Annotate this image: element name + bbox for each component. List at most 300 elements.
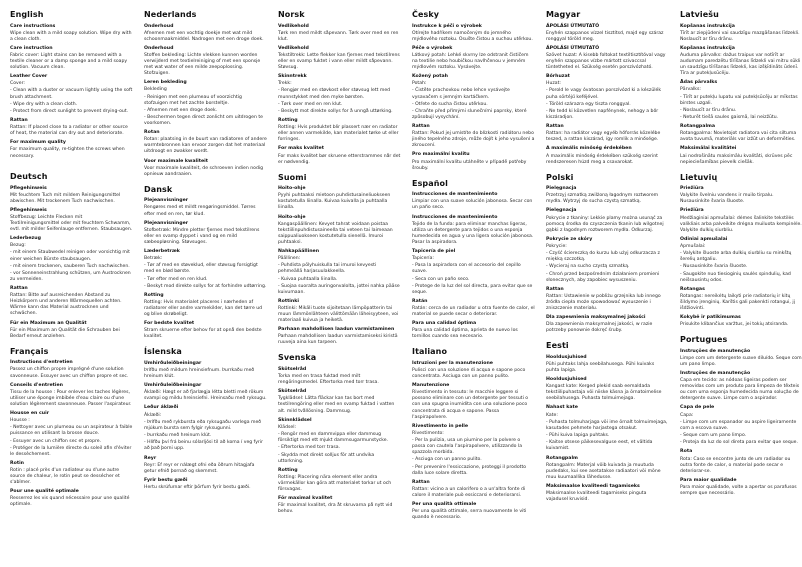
language-section-deutsch bbox=[10, 172, 133, 343]
section-heading: Skinntrekk bbox=[278, 74, 307, 80]
section-paragraph: - Proteja da luz do sol direta para evitar que seque. bbox=[680, 440, 798, 446]
section-heading: Kopšanas instrukcija bbox=[680, 45, 735, 51]
section-heading: Leður áklæði bbox=[144, 405, 179, 411]
section-paragraph: Medžiaginiai apmušalai: dėmes šalinkite tekstilės valikliais arba palveikite drėgna muiluota kempinėle. Valykite dulkių siurbliu. bbox=[680, 215, 802, 233]
section-paragraph: Huzat: bbox=[546, 81, 561, 87]
language-section-eesti bbox=[546, 341, 669, 506]
section-heading: Rota bbox=[680, 449, 693, 455]
section-heading: Priežiūra bbox=[680, 208, 704, 214]
section-paragraph: Afnemen met een vochtig doekje met wat mild schoonmaakmiddel. Nadrogen met een droge doek. bbox=[144, 30, 264, 42]
section-heading: Ratán bbox=[412, 298, 428, 304]
language-section-suomi bbox=[278, 173, 401, 350]
section-paragraph: Otírejte hadříkem namočeným do jemného mýdlového roztoku. Osušte čistou a suchou utěrkou. bbox=[412, 30, 533, 42]
section-heading: Pour une qualité optimale bbox=[10, 489, 79, 495]
section-paragraph: - Otřete do sucha čistou utěrkou. bbox=[412, 101, 488, 107]
section-paragraph: Bekleding bbox=[144, 87, 167, 93]
section-paragraph: Áklæði: bbox=[144, 412, 162, 418]
section-paragraph: Capa: bbox=[680, 412, 694, 418]
care-section bbox=[546, 456, 669, 481]
care-section bbox=[144, 383, 267, 402]
section-heading: Pflegehinweis bbox=[10, 207, 47, 213]
section-paragraph: - Þurrkaðu með hreinum klút. bbox=[144, 433, 212, 439]
care-section bbox=[680, 349, 802, 368]
care-section bbox=[144, 24, 267, 43]
section-paragraph: Reyr: Ef reyr er nálægt ofni eða öðrum hitagjafa getur efnið þornað og skemmst. bbox=[144, 462, 255, 474]
section-paragraph: Kate: bbox=[546, 412, 558, 418]
section-paragraph: Rotangas: nereikėtų laikyti prie radiatorių ir kitų šildymo įrenginių. Karštis gali pakenkti rotangui, jį išdžiovinti. bbox=[680, 293, 795, 312]
language-title: Norsk bbox=[278, 10, 305, 19]
section-heading: Pflegehinweis bbox=[10, 185, 47, 191]
section-heading: Reyr bbox=[144, 455, 157, 461]
section-heading: Care instruction bbox=[10, 45, 53, 51]
section-paragraph: Tekstiltrekk: Lette flekker kan fjernes med tekstilrens eller en svamp fuktet i vann eller mildt såpevann. Støvsug. bbox=[278, 52, 400, 71]
care-section bbox=[680, 186, 802, 205]
section-paragraph: Para maior qualidade, volte a apertar os parafusos sempre que necessário. bbox=[680, 484, 797, 496]
section-heading: Onderhoud bbox=[144, 23, 174, 29]
section-heading: Rotangas bbox=[680, 286, 705, 292]
section-paragraph: - Ne tedd ki közvetlen napfénynek, nehogy a bőr kiszáradjon. bbox=[546, 109, 659, 121]
care-section bbox=[412, 383, 535, 420]
care-section bbox=[546, 355, 669, 374]
section-paragraph: Stoffbezug: Leichte Flecken mit Textilreinigungsmittel oder mit feuchtem Schwamm, evtl. mit milder Seifenlauge entfernen. Staubsaugen. bbox=[10, 214, 133, 233]
care-section bbox=[10, 360, 133, 379]
care-section bbox=[546, 74, 669, 121]
section-heading: Hoito-ohje bbox=[278, 186, 306, 192]
care-section bbox=[278, 74, 401, 115]
language-title: Deutsch bbox=[10, 172, 48, 181]
care-section bbox=[680, 46, 802, 77]
section-paragraph: - mit einem Staubwedel reinigen oder vorsichtig mit einer weichen Bürste staubsaugen. bbox=[10, 250, 130, 262]
section-heading: A maximális minőség érdekében bbox=[546, 146, 632, 152]
section-heading: Dla zapewnienia maksymalnej jakości bbox=[546, 315, 646, 321]
section-paragraph: - Nusausinkite švaria šluoste. bbox=[680, 264, 748, 270]
care-section bbox=[412, 424, 535, 477]
column-4 bbox=[412, 10, 535, 559]
section-heading: Hooldusjuhised bbox=[546, 354, 587, 360]
care-section bbox=[412, 502, 535, 521]
section-heading: Rattan bbox=[10, 286, 28, 292]
care-section bbox=[144, 478, 267, 491]
section-paragraph: - Tørk over med en ren klut. bbox=[278, 101, 343, 107]
section-paragraph: Tørk ren med mildt såpevann. Tørk over med en ren klut. bbox=[278, 30, 399, 42]
care-section bbox=[144, 159, 267, 178]
care-section bbox=[10, 208, 133, 233]
section-heading: Rotangpalm bbox=[546, 455, 578, 461]
section-heading: Rottinki bbox=[278, 298, 299, 304]
section-paragraph: - Valykite šluoste arba dulkių siurbliu su minkštų šerelių antgaliu. bbox=[680, 251, 792, 263]
language-section-dansk bbox=[144, 185, 267, 344]
section-paragraph: Rengøres med et mildt rengøringsmiddel. Tørres efter med en ren, tør klud. bbox=[144, 205, 256, 217]
column-6 bbox=[680, 10, 802, 559]
section-heading: Capa de pele bbox=[680, 405, 715, 411]
section-paragraph: Cover: bbox=[10, 81, 25, 87]
care-section bbox=[546, 124, 669, 143]
care-section bbox=[680, 315, 802, 328]
care-section bbox=[144, 293, 267, 318]
care-section bbox=[10, 236, 133, 283]
section-paragraph: - Kuivaa puhtaalla liinalla. bbox=[278, 276, 338, 282]
section-heading: Læderbetræk bbox=[144, 248, 180, 254]
section-heading: Pokrycie ze skóry bbox=[546, 236, 593, 242]
section-paragraph: Rottinki: Mikäli tuote sijoitetaan lämpöpatterin tai muun lämmönlähteen välittömään läheisyyteen, voi materiaali kuivua ja heiketä. bbox=[278, 306, 399, 324]
section-paragraph: - Puhdista pölyhuiskulla tai imuroi kevyesti pehmeällä harjasuulakkeella. bbox=[278, 263, 377, 275]
section-heading: Skinnklädsel bbox=[278, 417, 312, 423]
section-paragraph: - Protege de la luz del sol directa, para evitar que se seque. bbox=[412, 283, 533, 295]
care-section bbox=[546, 146, 669, 165]
section-paragraph: - Beskyt mod direkte sollys for at forhindre udtørring. bbox=[144, 283, 267, 289]
care-section bbox=[10, 411, 133, 458]
section-paragraph: Pro maximální kvalitu utáhněte v případě potřeby šrouby. bbox=[412, 159, 527, 171]
section-heading: Para maior qualidade bbox=[680, 477, 737, 483]
care-section bbox=[546, 484, 669, 503]
section-heading: Lederbezug bbox=[10, 236, 41, 242]
section-heading: Instructions d'entretien bbox=[10, 360, 73, 366]
section-heading: Hooldusjuhised bbox=[546, 377, 587, 383]
care-section bbox=[680, 449, 802, 474]
section-heading: For bedste kvalitet bbox=[144, 321, 195, 327]
section-paragraph: - Kaitse otsese päikesevalguse eest, et vältida kuivamist. bbox=[546, 440, 653, 452]
section-heading: Pielęgnacja bbox=[546, 208, 577, 214]
section-paragraph: - Protect from direct sunlight to prevent drying-out. bbox=[10, 109, 129, 115]
care-section bbox=[412, 124, 535, 149]
section-paragraph: Kangaspäällinen: Kevyet tahrat voidaan poistaa tekstiilinpuhdistusaineella tai veteen tai laimeaan saippualiuokseen kostutetulla sienellä. Imuroi puhtaaksi. bbox=[278, 221, 393, 245]
section-paragraph: - Eftertorka med torr trasa. bbox=[278, 445, 341, 451]
language-title: Español bbox=[412, 178, 448, 188]
care-section bbox=[278, 418, 401, 465]
section-paragraph: För maximal kvalitet, dra åt skruvarna på nytt vid behov. bbox=[278, 503, 393, 515]
section-paragraph: Rattan: Ustawienie w pobliżu grzejnika lub innego źródła ciepła może spowodować wysuszenie i zniszczenie materiału. bbox=[546, 293, 661, 312]
section-heading: Pro maximální kvalitu bbox=[412, 152, 470, 158]
section-heading: Kožený potah bbox=[412, 74, 449, 80]
section-heading: Voor maximale kwaliteit bbox=[144, 158, 208, 164]
section-paragraph: Rattan: If placed close to a radiator or other source of heat, the material can dry out and deteriorate. bbox=[10, 125, 128, 137]
section-paragraph: Betræk: bbox=[144, 256, 163, 261]
care-section bbox=[412, 46, 535, 71]
section-paragraph: A maximális minőség érdekében szükség szerint rendszeresen húzd meg a csavarokat. bbox=[546, 153, 658, 165]
section-paragraph: - Tør efter med en ren klud. bbox=[144, 276, 208, 282]
care-section bbox=[278, 496, 401, 515]
section-heading: Leather Cover bbox=[10, 74, 48, 80]
care-section bbox=[144, 80, 267, 127]
language-section-svenska bbox=[278, 353, 401, 518]
section-paragraph: Pārvalks: bbox=[680, 87, 701, 93]
section-heading: Per una qualità ottimale bbox=[412, 502, 477, 507]
language-section-norsk bbox=[278, 10, 401, 169]
language-section-latvie-u bbox=[680, 10, 802, 169]
section-paragraph: Rotan: plaatsing in de buurt van radiatoren of andere warmtebronnen kan ervoor zorgen dat het materiaal uitdroogt en zwakker wordt. bbox=[144, 137, 267, 155]
section-paragraph: - mit einem trockenen, sauberen Tuch nachwischen. bbox=[10, 263, 130, 269]
section-paragraph: Tīrīt ar ziepjūdeni vai saudzīgu mazgāšanas līdzekli. Noslaucīt ar tīru drānu. bbox=[680, 30, 800, 42]
section-heading: Istruzioni per la manutenzione bbox=[412, 361, 493, 366]
section-paragraph: - Töröld szárazra egy tiszta ronggyal. bbox=[546, 101, 631, 107]
language-title: Polski bbox=[546, 172, 574, 182]
section-paragraph: Hertu skrúfurnar eftir þörfum fyrir bestu gæði. bbox=[144, 484, 251, 490]
care-section bbox=[412, 480, 535, 499]
care-section bbox=[10, 461, 133, 486]
care-section bbox=[546, 208, 669, 233]
section-paragraph: - Essuyer avec un chiffon sec et propre. bbox=[10, 438, 102, 444]
section-paragraph: For maximum quality, re-tighten the screws when necessary. bbox=[10, 147, 125, 159]
care-section bbox=[10, 321, 133, 340]
section-paragraph: - Beskytt mot direkte sollys for å unngå uttørking. bbox=[278, 109, 393, 115]
section-heading: Kopšanas instrukcija bbox=[680, 23, 735, 29]
care-section bbox=[412, 152, 535, 171]
section-heading: Para una calidad óptima bbox=[412, 321, 477, 327]
section-paragraph: Valykite švelniu vandens ir muilo tirpalu. Nusausinkite švaria šluoste. bbox=[680, 193, 774, 205]
language-section-polski bbox=[546, 173, 669, 338]
section-heading: Rotting bbox=[144, 292, 164, 298]
section-paragraph: Dla zapewnienia maksymalnej jakości, w razie potrzeby ponownie dokręć śruby. bbox=[546, 322, 653, 334]
language-section--slenska bbox=[144, 347, 267, 505]
care-section bbox=[278, 327, 401, 346]
language-section--esky bbox=[412, 10, 535, 175]
section-heading: Rattan bbox=[412, 479, 430, 485]
section-paragraph: Lai nodrošinātu maksimālu kvalitāti, skrūves pēc nepieciešamības pievelk ciešāk. bbox=[680, 153, 793, 165]
section-paragraph: Enyhén szappanos vízzel tisztítsd, majd egy száraz ronggyal töröld meg. bbox=[546, 30, 664, 42]
language-section-portugues bbox=[680, 335, 802, 500]
section-paragraph: - Nettoyer avec un plumeau ou un aspirateur à faible puissance en utilisant la brosse douce. bbox=[10, 425, 133, 437]
care-section bbox=[412, 361, 535, 380]
care-section bbox=[278, 186, 401, 211]
section-paragraph: Rattan: Pokud jej umístíte do blízkosti radiátoru nebo jiného tepelného zdroje, může dojít k jeho vysušení a zkroucení. bbox=[412, 131, 535, 149]
language-title: Latviešu bbox=[680, 10, 719, 19]
section-paragraph: Szövet huzat: A kisebb foltokat textiltisztítóval vagy enyhén szappanos vízbe mártott szivaccsal tüntetheted el. Szükség esetén porszívózható. bbox=[546, 52, 666, 71]
section-heading: Parhaan mahdollisen laadun varmistaminen bbox=[278, 327, 395, 333]
language-section-italiano bbox=[412, 347, 535, 524]
section-paragraph: Rotangpalm: Materjal võib kuivada ja muutuda pudedaks, kui see asetatakse radiaatori või mõne muu kuumaallika lähedusse. bbox=[546, 462, 661, 480]
care-section bbox=[278, 299, 401, 324]
language-title: Portugues bbox=[680, 335, 728, 345]
section-paragraph: Trekk: bbox=[278, 81, 292, 87]
section-heading: Maksimālai kvalitātei bbox=[680, 146, 737, 152]
section-paragraph: Rattan: vicino a un calorifero o a un'altra fonte di calore il materiale può essiccarsi e deteriorarsi. bbox=[412, 486, 526, 498]
section-heading: Für ein Maximum an Qualität bbox=[10, 320, 87, 326]
care-section bbox=[412, 74, 535, 121]
section-heading: For maximum quality bbox=[10, 140, 66, 146]
care-section bbox=[278, 215, 401, 246]
language-title: Suomi bbox=[278, 172, 307, 182]
section-paragraph: - Rengjør med en støvkost eller støvsug lett med munnstykket med den myke børsten. bbox=[278, 88, 391, 100]
care-section bbox=[680, 405, 802, 446]
care-section bbox=[412, 299, 535, 318]
section-paragraph: Per una qualità ottimale, serra nuovamente le viti quando è necessario. bbox=[412, 509, 527, 521]
section-paragraph: Limpiar con una suave solución jabonosa. Secar con un paño seco. bbox=[412, 199, 533, 211]
section-heading: Instruções de manutenção bbox=[680, 348, 751, 354]
care-section bbox=[144, 456, 267, 475]
section-heading: Umhirðuleiðbeiningar bbox=[144, 361, 202, 366]
language-title: Svenska bbox=[278, 353, 317, 363]
section-heading: Rotin bbox=[10, 460, 25, 466]
care-section bbox=[546, 24, 669, 43]
section-heading: Bőrhuzat bbox=[546, 74, 570, 80]
section-heading: For maks kvalitet bbox=[278, 146, 324, 152]
section-paragraph: Maksimaalse kvaliteedi tagamiseks pinguta vajadusel kruvisid. bbox=[546, 490, 647, 502]
section-paragraph: Für ein Maximum an Qualität die Schrauben bei Bedarf erneut anziehen. bbox=[10, 327, 120, 339]
section-paragraph: - Pasa la aspiradora con el accesorio del cepillo suave. bbox=[412, 263, 521, 275]
section-paragraph: Rotting: Hvis materialet placeres i nærheden af radiatorer eller andre varmekilder, kan det tørre ud og blive skrøbeligt. bbox=[144, 299, 263, 318]
section-paragraph: Pulisci con una soluzione di acqua e sapone poco concentrata. Asciuga con un panno pulito. bbox=[412, 368, 526, 380]
section-heading: Leren bekleding bbox=[144, 80, 187, 86]
section-heading: ÁPOLÁSI ÚTMUTATÓ bbox=[546, 23, 600, 29]
section-paragraph: - Beschermen tegen direct zonlicht om uitdrogen te voorkomen. bbox=[144, 115, 263, 127]
language-title: Eesti bbox=[546, 341, 569, 351]
section-heading: Instrucciones de mantenimiento bbox=[412, 214, 498, 220]
section-heading: Instruções de manutenção bbox=[680, 371, 751, 377]
care-section bbox=[546, 46, 669, 71]
section-paragraph: Rotting: Placering nära element eller andra värmekällor kan göra att materialet torkar ut och försvagas. bbox=[278, 474, 392, 492]
section-heading: Ādas pārvalks bbox=[680, 80, 718, 86]
care-section bbox=[278, 146, 401, 165]
language-title: Dansk bbox=[144, 184, 173, 194]
care-section bbox=[546, 377, 669, 402]
section-heading: Plejeanvisninger bbox=[144, 220, 189, 226]
section-paragraph: - Per prevenire l'essiccazione, proteggi il prodotto dalla luce solare diretta. bbox=[412, 464, 527, 476]
section-paragraph: - Čistěte prachovkou nebo lehce vysávejte vysavačem s jemným kartáčkem. bbox=[412, 88, 510, 100]
section-paragraph: Torka med en trasa fuktad med milt rengöringsmedel. Eftertorka med torr trasa. bbox=[278, 374, 379, 386]
language-section-lietuvi- bbox=[680, 173, 802, 332]
care-section bbox=[144, 198, 267, 217]
section-heading: Péče o výrobek bbox=[412, 45, 453, 51]
section-paragraph: - Neturēt tiešā saules gaismā, lai neizžūtu. bbox=[680, 115, 779, 121]
section-paragraph: Rivestimento: bbox=[412, 430, 444, 436]
care-section bbox=[10, 118, 133, 137]
section-heading: Nahast kate bbox=[546, 405, 578, 411]
section-heading: Skötselråd bbox=[278, 389, 307, 395]
care-section bbox=[144, 405, 267, 452]
section-heading: Care instructions bbox=[10, 23, 56, 29]
section-heading: Instrukce k péči o výrobek bbox=[412, 23, 482, 29]
section-paragraph: - Hlífðu því frá beinu sólarljósi til að koma í veg fyrir að það þorni upp. bbox=[144, 440, 263, 452]
care-section bbox=[680, 124, 802, 143]
care-section bbox=[144, 46, 267, 77]
care-section bbox=[412, 321, 535, 340]
section-paragraph: Rivestimento in tessuto: le macchie leggere si possono eliminare con un detergente per tessuti o con una spugna inumidita con una soluzione poco concentrata di acqua e sapone. Passa l'aspirapolvere. bbox=[412, 390, 529, 420]
section-paragraph: - Reinigen met een plumeau of voorzichtig stofzuigen met het zachte borsteltje. bbox=[144, 94, 242, 106]
care-section bbox=[10, 286, 133, 317]
section-paragraph: - Noslaucīt ar tīru drānu. bbox=[680, 107, 737, 113]
section-heading: Priežiūra bbox=[680, 186, 704, 192]
section-paragraph: - Þrífðu með rykbursta eða ryksugaðu varlega með mjúkum bursta sem fylgir ryksugunni. bbox=[144, 419, 262, 431]
section-paragraph: - Wipe dry with a clean cloth. bbox=[10, 101, 78, 107]
section-paragraph: Wipe clean with a mild soapy solution. Wipe dry with a clean cloth. bbox=[10, 30, 132, 42]
section-paragraph: Áklæði: Hægt er að fjarlægja létta bletti með rökum svampi og mildu hreinsiefni. Hreinsaðu með ryksugu. bbox=[144, 390, 267, 402]
section-heading: Rotan bbox=[144, 130, 160, 136]
section-heading: Hoito-ohje bbox=[278, 214, 306, 220]
section-paragraph: - Rengör med en dammvippa eller dammsug försiktigt med ett mjukt dammsugarmunstycke. bbox=[278, 431, 389, 444]
section-paragraph: Para una calidad óptima, aprieta de nuevo los tornillos cuando sea necesario. bbox=[412, 328, 518, 340]
section-heading: Tapicería de piel bbox=[412, 248, 456, 254]
care-section bbox=[412, 24, 535, 43]
section-paragraph: - Saugokite nuo tiesioginių saulės spindulių, kad neišsausintų odos. bbox=[680, 271, 791, 283]
care-section bbox=[278, 24, 401, 43]
care-section bbox=[680, 371, 802, 402]
care-section bbox=[680, 237, 802, 284]
care-section bbox=[546, 237, 669, 284]
section-paragraph: Parhaan mahdollisen laadun varmistamiseksi kiristä ruuveja aina kun tarpeen. bbox=[278, 334, 398, 346]
section-paragraph: Rattan: ha radiátor vagy egyéb hőforrás közelébe teszed, a rattan kiszárad, így romlik a minősége. bbox=[546, 131, 661, 143]
section-paragraph: - Clean with a duster or vacuum lightly using the soft brush attachment. bbox=[10, 88, 133, 100]
section-paragraph: Stofbetræk: Mindre pletter fjernes med tekstilrens eller en svamp dyppet i vand og en mild sæbeopløsning. Støvsuges. bbox=[144, 227, 260, 245]
care-section bbox=[10, 140, 133, 159]
section-heading: Fyrir bestu gæði bbox=[144, 477, 188, 483]
section-paragraph: Rotin : placé près d'un radiateur ou d'une autre source de chaleur, le rotin peut se dessécher et s'abîmer. bbox=[10, 468, 120, 486]
section-paragraph: - Per la pulizia, usa un piumino per la polvere o passa con cautela l'aspirapolvere, utilizzando la spazzola morbida. bbox=[412, 438, 523, 456]
section-heading: Vedlikehold bbox=[278, 23, 309, 29]
section-heading: Conseils d'entretien bbox=[10, 382, 64, 388]
care-section bbox=[10, 186, 133, 205]
section-heading: Rotting bbox=[278, 118, 298, 124]
section-paragraph: Tapicería: bbox=[412, 256, 434, 261]
section-heading: För maximal kvalitet bbox=[278, 495, 333, 501]
section-paragraph: Päällinen: bbox=[278, 256, 301, 261]
section-paragraph: Klädsel: bbox=[278, 424, 297, 430]
section-paragraph: Housse : bbox=[10, 418, 30, 423]
section-paragraph: For maks kvalitet bør skruene etterstrammes når det er nødvendig. bbox=[278, 153, 401, 165]
language-section-magyar bbox=[546, 10, 669, 169]
column-1 bbox=[10, 10, 133, 559]
section-paragraph: Prisukite klibančius varžtus, jei tokių atsiranda. bbox=[680, 322, 789, 328]
column-3 bbox=[278, 10, 401, 559]
section-paragraph: - Asciuga con un panno pulito. bbox=[412, 457, 482, 463]
section-heading: Skötselråd bbox=[278, 367, 307, 373]
section-paragraph: Capa em tecido: as nódoas ligeiras podem ser removidas com um produto para limpeza de têxteis ou com uma esponja humedecida numa solução de detergente suave. Limpe com o aspirador. bbox=[680, 378, 800, 402]
care-section bbox=[412, 215, 535, 246]
care-section bbox=[278, 389, 401, 414]
care-section bbox=[10, 383, 133, 408]
care-section bbox=[144, 249, 267, 290]
section-heading: Rivestimento in pelle bbox=[412, 423, 469, 429]
care-section bbox=[278, 46, 401, 71]
language-section-espa-ol bbox=[412, 179, 535, 344]
language-title: English bbox=[10, 10, 44, 19]
section-paragraph: Pokrycie: bbox=[546, 243, 567, 249]
section-heading: Onderhoud bbox=[144, 45, 174, 51]
section-paragraph: Przetrzyj szmatką zwilżoną łagodnym roztworem mydła. Wytrzyj do sucha czystą szmatką. bbox=[546, 193, 659, 205]
section-heading: Umhirðuleiðbeiningar bbox=[144, 383, 202, 389]
section-heading: Rotangpalma bbox=[680, 124, 716, 130]
section-heading: Kokybė ir patikimumas bbox=[680, 315, 741, 321]
care-section bbox=[278, 468, 401, 493]
language-title: Íslenska bbox=[144, 347, 182, 357]
care-section bbox=[144, 221, 267, 246]
section-paragraph: Þrífðu með mildum hreinsiefnum. Þurrkaðu með hreinum klút. bbox=[144, 368, 255, 380]
care-section bbox=[144, 361, 267, 380]
section-paragraph: Kangast kate: Kerged plekid saab eemaldada tekstiilipuhastaja või niiske käsna ja õrnatoimelise seebilahusega. Puhasta tolmuimejaga. bbox=[546, 384, 662, 402]
section-paragraph: - Porold le vagy óvatosan porszívózd ki a készülék puha sörtéjű keféjével. bbox=[546, 88, 661, 100]
care-section bbox=[412, 192, 535, 211]
section-paragraph: - Pühi kuiva lapiga puhtaks. bbox=[546, 433, 610, 439]
language-section-fran-ais bbox=[10, 347, 133, 512]
section-paragraph: - Limpe com um espanador ou aspire ligeiramente com a escova suave. bbox=[680, 419, 797, 431]
section-heading: Nahkapäällinen bbox=[278, 248, 320, 254]
care-section bbox=[546, 287, 669, 312]
section-paragraph: - Chroń przed bezpośrednim działaniem promieni słonecznych, aby zapobiec wysuszeniu. bbox=[546, 271, 660, 283]
section-heading: ÁPOLÁSI ÚTMUTATÓ bbox=[546, 45, 600, 51]
section-paragraph: - vor Sonneneinstrahlung schützen, um Austrocknen zu vermeiden. bbox=[10, 271, 131, 283]
section-paragraph: Ratán: cerca de un radiador u otra fuente de calor, el material se puede secar o deteriorar. bbox=[412, 306, 535, 318]
section-paragraph: - Tør af med en støveklud, eller støvsug forsigtigt med en blød børste. bbox=[144, 263, 258, 275]
section-paragraph: Rotting: Hvis produktet blir plassert nær en radiator eller annen varmekilde, kan materialet tørke ut eller forringes. bbox=[278, 125, 399, 143]
care-section bbox=[278, 367, 401, 386]
section-heading: Rattan bbox=[10, 118, 28, 124]
section-heading: Plejeanvisninger bbox=[144, 198, 189, 204]
section-paragraph: - Afnemen met een droge doek. bbox=[144, 107, 218, 113]
language-section-english bbox=[10, 10, 133, 168]
care-section bbox=[10, 74, 133, 115]
section-paragraph: Tygklädsel: Lätta fläckar kan tas bort med textilrengöring eller med en svamp fuktad i vatten alt. mild tvållösning. Dammsug. bbox=[278, 396, 395, 414]
column-2 bbox=[144, 10, 267, 559]
section-paragraph: - Wycieraj na sucho czystą szmatką. bbox=[546, 264, 630, 270]
